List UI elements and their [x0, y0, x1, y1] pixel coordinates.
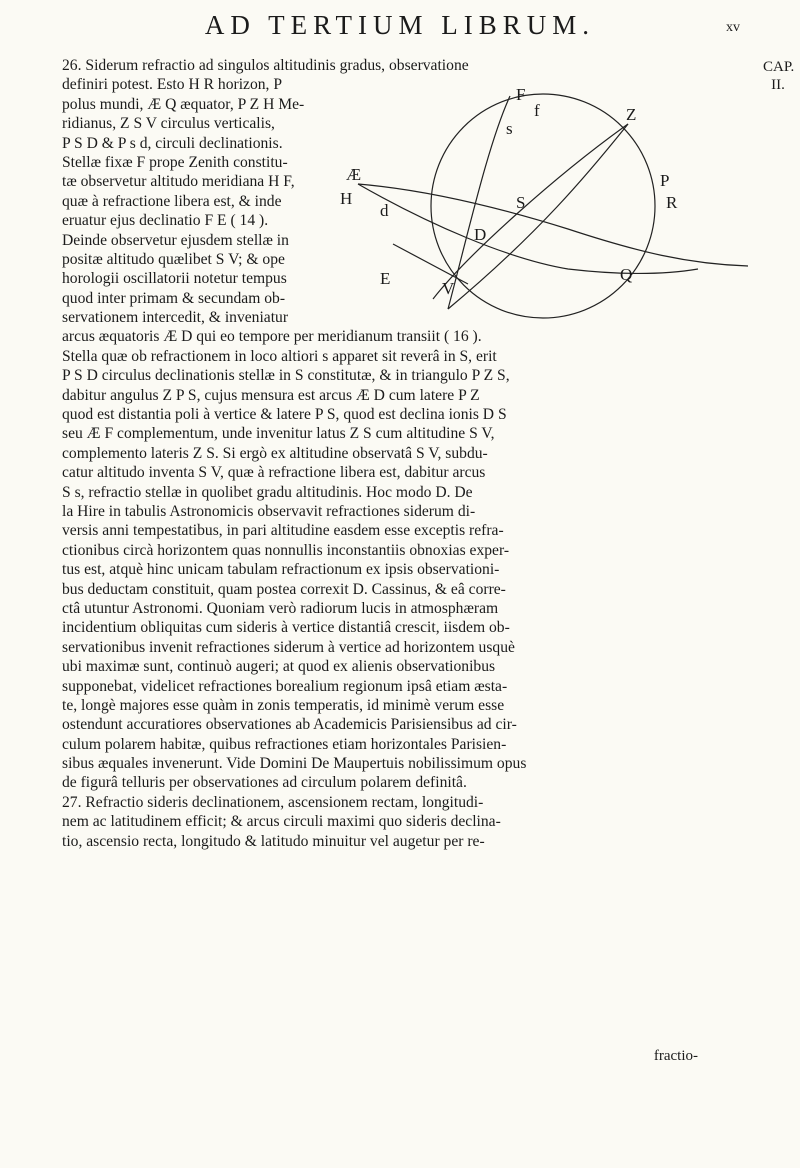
text-line: la Hire in tabulis Astronomicis observavit refractiones siderum di- [62, 502, 476, 520]
text-line: ubi maximæ sunt, continuò augeri; at quod ex alienis observationibus [62, 658, 496, 676]
text-line: te, longè majores esse quàm in zonis temperatis, id minimè verum esse [62, 696, 505, 714]
text-line: quod inter primam & secundam ob- [62, 289, 286, 307]
text-line: servationem intercedit, & inveniatur [62, 309, 289, 327]
text-line: 27. Refractio sideris declinationem, ascensionem rectam, longitudi- [62, 793, 484, 811]
label-R: R [666, 193, 678, 212]
label-AE: Æ [346, 165, 362, 184]
text-line: P S D circulus declinationis stellæ in S constitutæ, & in triangulo P Z S, [62, 367, 510, 385]
text-line: de figurâ telluris per observationes ad circulum polarem definitâ. [62, 774, 467, 792]
label-E: E [380, 269, 391, 288]
text-line: Stellæ fixæ F prope Zenith constitu- [62, 153, 288, 171]
label-P: P [660, 171, 670, 190]
text-line: quæ à refractione libera est, & inde [62, 192, 282, 210]
running-head: AD TERTIUM LIBRUM. [204, 10, 596, 40]
text-line: P S D & P s d, circuli declinationis. [62, 134, 283, 152]
text-line: servationibus invenit refractiones siderum à vertice ad horizontem usquè [62, 638, 515, 656]
text-line: tæ observetur altitudo meridiana H F, [62, 173, 295, 191]
label-V: V [442, 279, 455, 298]
label-Q: Q [620, 265, 633, 284]
label-Z: Z [626, 105, 637, 124]
text-line: positæ altitudo quælibet S V; & ope [62, 250, 285, 268]
text-line: complemento lateris Z S. Si ergò ex altitudine observatâ S V, subdu- [62, 444, 488, 462]
text-line: supponebat, videlicet refractiones borealium regionum ipsâ etiam æsta- [62, 677, 508, 695]
text-line: horologii oscillatorii notetur tempus [62, 270, 287, 288]
margin-note-line: II. [771, 77, 785, 93]
catchword: fractio- [653, 1048, 698, 1064]
main-text [62, 56, 768, 851]
text-line: arcus æquatoris Æ D qui eo tempore per meridianum transiit ( 16 ). [62, 328, 482, 346]
text-line: tio, ascensio recta, longitudo & latitudo minuitur vel augetur per re- [62, 832, 485, 850]
text-line: incidentium obliquitas cum sideris à vertice distantiâ crescit, iisdem ob- [62, 619, 510, 637]
text-line: quod est distantia poli à vertice & latere P S, quod est declina ionis D S [62, 406, 507, 424]
text-line: definiri potest. Esto H R horizon, P [62, 76, 283, 94]
text-line: sibus æquales invenerunt. Vide Domini De Maupertuis nobilissimum opus [62, 755, 527, 773]
text-line: ctâ utuntur Astronomi. Quoniam verò radiorum lucis in atmosphæram [62, 599, 499, 617]
text-line: dabitur angulus Z P S, cujus mensura est arcus Æ D cum latere P Z [62, 386, 480, 404]
text-line: tus est, atquè hinc unicam tabulam refractionum ex ipsis observationi- [62, 561, 500, 579]
label-d: d [380, 201, 389, 220]
label-H: H [340, 189, 353, 208]
text-line: Stella quæ ob refractionem in loco altiori s apparet sit reverâ in S, erit [62, 347, 497, 365]
text-line: ridianus, Z S V circulus verticalis, [62, 115, 275, 133]
text-line: ctionibus circà horizontem quas nonnullis inconstantiis obnoxias exper- [62, 541, 510, 559]
page-number: xv [726, 20, 740, 35]
label-F: F [516, 85, 526, 104]
text-line: versis anni tempestatibus, in pari altitudine easdem esse exceptis refra- [62, 522, 504, 540]
label-f: f [534, 101, 540, 120]
label-s: s [506, 119, 513, 138]
text-line: polus mundi, Æ Q æquator, P Z H Me- [62, 95, 305, 113]
text-line: S s, refractio stellæ in quolibet gradu altitudinis. Hoc modo D. De [62, 483, 473, 501]
text-line: catur altitudo inventa S V, quæ à refractione libera est, dabitur arcus [62, 464, 486, 482]
text-line: ostendunt accuratiores observationes ab Academicis Parisiensibus ad cir- [62, 716, 517, 734]
text-line: nem ac latitudinem efficit; & arcus circuli maximi quo sideris declina- [62, 813, 501, 831]
text-line: eruatur ejus declinatio F E ( 14 ). [62, 212, 269, 230]
text-line: 26. Siderum refractio ad singulos altitudinis gradus, observatione [62, 57, 469, 74]
label-D: D [474, 225, 487, 244]
label-S: S [516, 193, 526, 212]
text-line: seu Æ F complementum, unde invenitur latus Z S cum altitudine S V, [62, 425, 495, 443]
text-line: bus deductam constituit, quam postea correxit D. Cassinus, & eâ corre- [62, 580, 506, 598]
text-line: Deinde observetur ejusdem stellæ in [62, 231, 289, 249]
text-line: culum polarem habitæ, quibus refractiones etiam horizontales Parisien- [62, 735, 507, 753]
margin-note-line: CAP. [763, 59, 795, 75]
